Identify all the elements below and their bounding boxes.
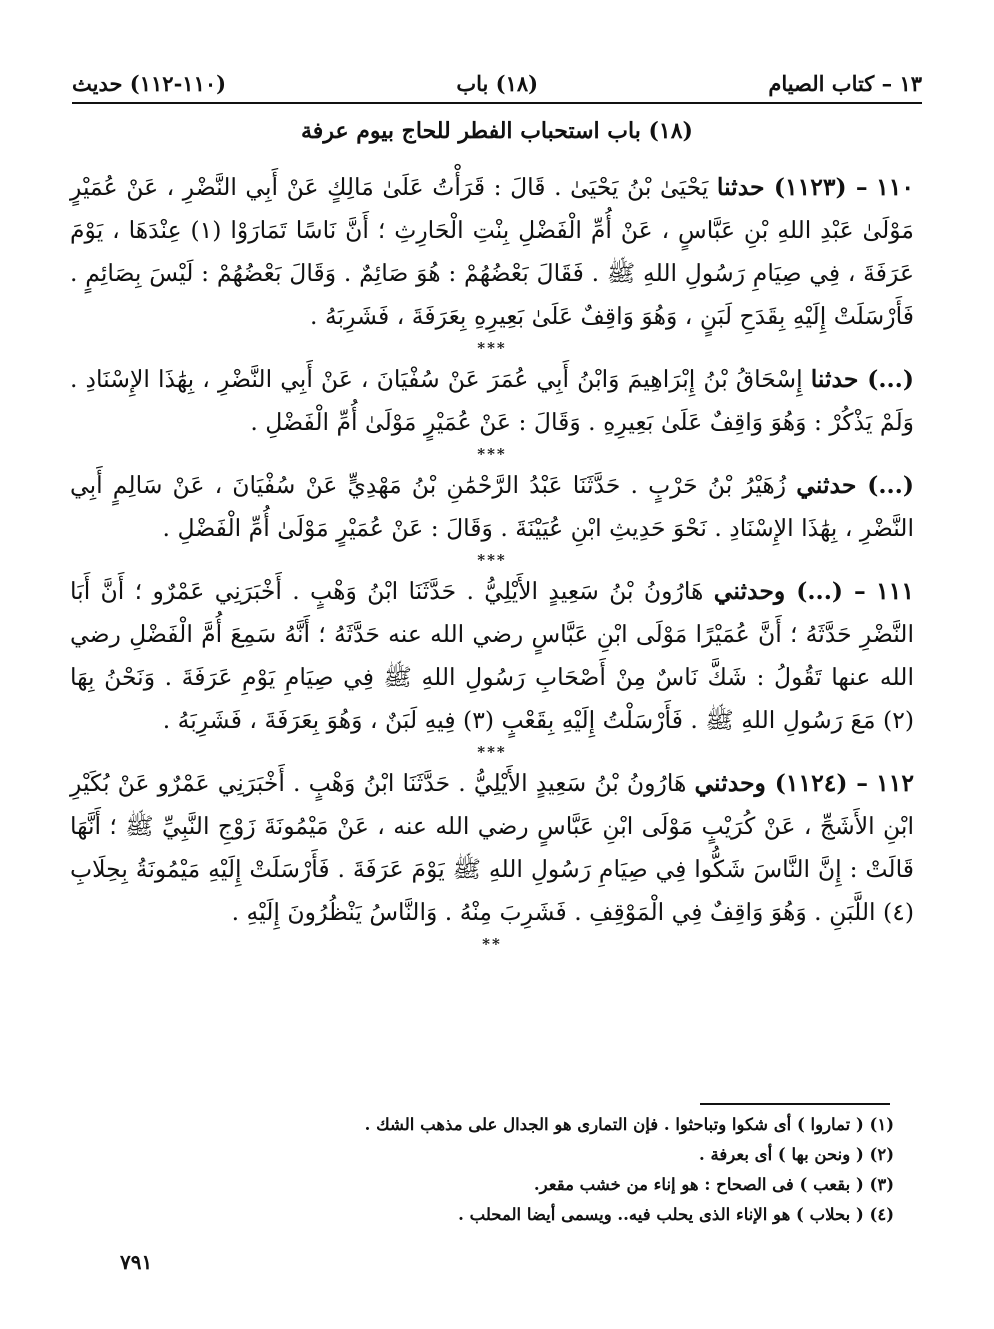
hadith-110 <box>70 166 914 338</box>
hadith-body <box>70 166 914 954</box>
hadith-110-chain-2 <box>70 358 914 444</box>
hadith-text: زُهَيْرُ بْنُ حَرْبٍ . حَدَّثَنَا عَبْدُ الرَّحْمَٰنِ بْنُ مَهْدِيٍّ عَنْ سُفْيَانَ ، عَنْ سَالِمٍ أَبِي النَّضْرِ ، بِهَٰذَا الإِسْنَادِ . نَحْوَ حَدِيثِ ابْنِ عُيَيْنَةَ . وَقَالَ : عَنْ عُمَيْرٍ مَوْلَىٰ أُمِّ الْفَضْلِ . <box>70 471 914 542</box>
footnote-4: (٤) ( بحلاب ) هو الإناء الذى يحلب فيه.. ويسمى أيضا المحلب . <box>458 1205 894 1224</box>
chapter-title: (١٨) باب استحباب الفطر للحاج بيوم عرفة <box>301 118 693 144</box>
footnotes <box>90 1110 894 1230</box>
hadith-text: هَارُونُ بْنُ سَعِيدٍ الأَيْلِيُّ . حَدَّثَنَا ابْنُ وَهْبٍ . أَخْبَرَنِي عَمْرٌو ؛ أَنَّ أَبَا النَّضْرِ حَدَّثَهُ ؛ أَنَّ عُمَيْرًا مَوْلَى ابْنِ عَبَّاسٍ رضي الله عنه حَدَّثَهُ ؛ أَنَّهُ سَمِعَ أُمَّ الْفَضْلِ رضي الله عنها تَقُولُ : شَكَّ نَاسٌ مِنْ أَصْحَابِ رَسُولِ اللهِ ﷺ فِي صِيَامِ يَوْمِ عَرَفَةَ . وَنَحْنُ بِهَا (٢) مَعَ رَسُولِ اللهِ ﷺ . فَأَرْسَلْتُ إِلَيْهِ بِقَعْبٍ (٣) فِيهِ لَبَنٌ ، وَهُوَ بِعَرَفَةَ ، فَشَرِبَهُ . <box>70 577 914 734</box>
hadith-lead: (...) حدثنا <box>810 365 914 393</box>
header-chapter-number: (١٨) باب <box>456 70 539 96</box>
hadith-111 <box>70 570 914 742</box>
hadith-text: يَحْيَىٰ بْنُ يَحْيَىٰ . قَالَ : قَرَأْتُ عَلَىٰ مَالِكٍ عَنْ أَبِي النَّضْرِ ، عَنْ عُمَيْرٍ مَوْلَىٰ عَبْدِ اللهِ بْنِ عَبَّاسٍ ، عَنْ أُمِّ الْفَضْلِ بِنْتِ الْحَارِثِ ؛ أَنَّ نَاسًا تَمَارَوْا (١) عِنْدَهَا ، يَوْمَ عَرَفَةَ ، فِي صِيَامِ رَسُولِ اللهِ ﷺ . فَقَالَ بَعْضُهُمْ : هُوَ صَائِمٌ . وَقَالَ بَعْضُهُمْ : لَيْسَ بِصَائِمٍ . فَأَرْسَلَتْ إِلَيْهِ بِقَدَحِ لَبَنٍ ، وَهُوَ وَاقِفٌ عَلَىٰ بَعِيرِهِ بِعَرَفَةَ ، فَشَرِبَهُ . <box>70 173 914 330</box>
footnote-1: (١) ( تماروا ) أى شكوا وتباحثوا . فإن التمارى هو الجدال على مذهب الشك . <box>364 1115 894 1134</box>
hadith-number: ١١٢ <box>876 769 914 797</box>
end-stars: ** <box>482 935 502 953</box>
hadith-lead: – (١١٢٣) حدثنا <box>716 173 868 201</box>
running-header <box>72 66 922 100</box>
hadith-text: هَارُونُ بْنُ سَعِيدٍ الأَيْلِيُّ . حَدَّثَنَا ابْنُ وَهْبٍ . أَخْبَرَنِي عَمْرٌو عَنْ بُكَيْرِ ابْنِ الأَشَجِّ ، عَنْ كُرَيْبٍ مَوْلَى ابْنِ عَبَّاسٍ رضي الله عنه ، عَنْ مَيْمُونَةَ زَوْجِ النَّبِيِّ ﷺ ؛ أَنَّهَا قَالَتْ : إِنَّ النَّاسَ شَكُّوا فِي صِيَامِ رَسُولِ اللهِ ﷺ يَوْمَ عَرَفَةَ . فَأَرْسَلَتْ إِلَيْهِ مَيْمُونَةُ بِحِلَابِ (٤) اللَّبَنِ . وَهُوَ وَاقِفٌ فِي الْمَوْقِفِ . فَشَرِبَ مِنْهُ . وَالنَّاسُ يَنْظُرُونَ إِلَيْهِ . <box>70 769 914 926</box>
header-book-title: ١٣ – كتاب الصيام <box>768 70 922 96</box>
hadith-text: إِسْحَاقُ بْنُ إِبْرَاهِيمَ وَابْنُ أَبِي عُمَرَ عَنْ سُفْيَانَ ، عَنْ أَبِي النَّضْرِ ، بِهَٰذَا الإِسْنَادِ . وَلَمْ يَذْكُرْ : وَهُوَ وَاقِفٌ عَلَىٰ بَعِيرِهِ . وَقَالَ : عَنْ عُمَيْرٍ مَوْلَىٰ أُمِّ الْفَضْلِ . <box>70 365 914 436</box>
separator-stars: *** <box>477 551 507 569</box>
hadith-number: ١١٠ <box>876 173 914 201</box>
hadith-number: ١١١ <box>876 577 914 605</box>
separator-stars: *** <box>477 743 507 761</box>
page-number: ٧٩١ <box>120 1250 153 1274</box>
separator-stars: *** <box>477 445 507 463</box>
header-rule <box>72 102 922 104</box>
header-hadith-range: (١١٠-١١٢) حديث <box>72 70 227 96</box>
hadith-lead: – (١١٢٤) وحدثني <box>694 769 869 797</box>
footnote-2: (٢) ( ونحن بها ) أى بعرفة . <box>699 1145 894 1164</box>
hadith-112 <box>70 762 914 934</box>
footnote-3: (٣) ( بقعب ) فى الصحاح : هو إناء من خشب مقعر. <box>533 1175 894 1194</box>
hadith-lead: (...) حدثني <box>796 471 914 499</box>
hadith-110-chain-3 <box>70 464 914 550</box>
separator-stars: *** <box>477 339 507 357</box>
hadith-lead: – (...) وحدثني <box>713 577 866 605</box>
footnote-rule <box>700 1103 890 1105</box>
